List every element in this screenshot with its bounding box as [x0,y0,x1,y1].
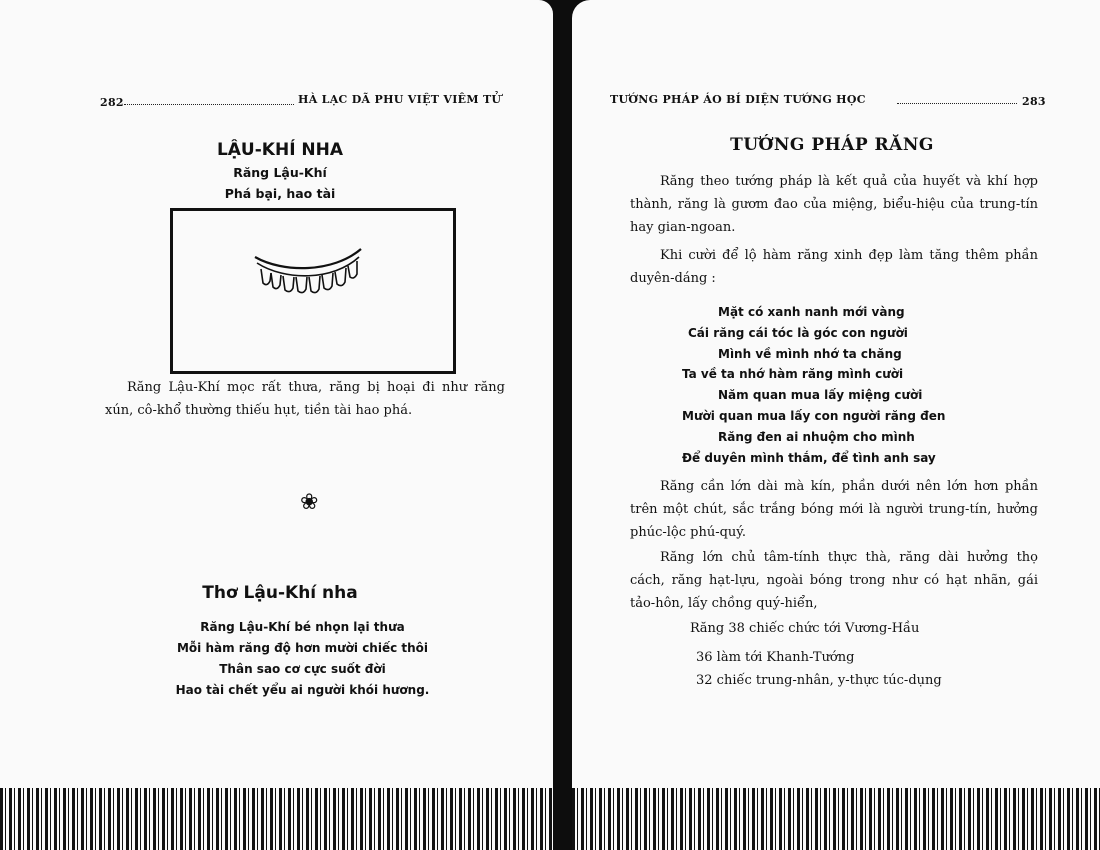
left-subtitle-2: Phá bại, hao tài [224,186,336,201]
verse-line: Mình về mình nhớ ta chăng [718,346,902,361]
right-page [572,0,1100,850]
scan-edge-stripes [572,788,1100,850]
scan-edge-stripes [0,788,553,850]
left-running-header: HÀ LẠC DÃ PHU VIỆT VIÊM TỬ [298,93,502,106]
verse-line: Răng đen ai nhuộm cho mình [718,429,915,444]
left-subtitle: Răng Lậu-Khí [233,165,327,180]
left-page-number: 282 [100,96,124,109]
right-paragraph-2: Khi cười để lộ hàm răng xinh đẹp làm tăng thêm phần duyên-dáng : [630,248,1038,286]
teeth-count-line-3: 32 chiếc trung-nhân, y-thực túc-dụng [696,673,942,688]
verse-line: Để duyên mình thắm, để tình anh say [682,450,936,465]
poem-line: Mỗi hàm răng độ hơn mười chiếc thôi [176,641,429,655]
left-title: LẬU-KHÍ NHA [216,140,344,160]
right-running-header: TƯỚNG PHÁP ÁO BÍ DIỆN TƯỚNG HỌC [610,93,866,106]
flower-ornament-icon: ❀ [300,490,319,515]
right-page-number: 283 [1022,95,1046,108]
verse-line: Mặt có xanh nanh mới vàng [718,305,905,319]
right-paragraph-1: Răng theo tướng pháp là kết quả của huyết và khí hợp thành, răng là gươm đao của miệng, biểu-hiệu của trung-tín hay gian-ngoan. [630,174,1038,235]
teeth-illustration-icon [173,211,447,365]
verse-line: Cái răng cái tóc là góc con người [688,325,908,340]
poem-line: Răng Lậu-Khí bé nhọn lại thưa [200,620,405,634]
teeth-count-line-2: 36 làm tới Khanh-Tướng [696,650,855,665]
left-header-rule [124,104,294,105]
right-header-rule [897,103,1017,104]
left-paragraph: Răng Lậu-Khí mọc rất thưa, răng bị hoại đi như răng xún, cô-khổ thường thiếu hụt, tiền tài hao phá. [105,380,505,418]
right-paragraph-3: Răng cần lớn dài mà kín, phần dưới nên lớn hơn phần trên một chút, sắc trắng bóng mới là người trung-tín, hưởng phúc-lộc phú-quý. [630,479,1038,540]
poem-title: Thơ Lậu-Khí nha [202,583,358,603]
teeth-illustration-box [170,208,456,374]
verse-block [682,302,1042,468]
verse-line: Năm quan mua lấy miệng cười [718,388,923,403]
teeth-count-line-1: Răng 38 chiếc chức tới Vương-Hầu [690,621,920,636]
poem [130,617,475,701]
verse-line: Mười quan mua lấy con người răng đen [682,408,946,423]
right-paragraph-4: Răng lớn chủ tâm-tính thực thà, răng dài hưởng thọ cách, răng hạt-lựu, ngoài bóng trong như có hạt nhãn, gái tảo-hôn, lấy chồng quý-hiển, [630,550,1038,611]
right-title: TƯỚNG PHÁP RĂNG [730,135,934,155]
poem-line: Thân sao cơ cực suốt đời [219,662,386,676]
verse-line: Ta về ta nhớ hàm răng mình cười [682,367,904,382]
poem-line: Hao tài chết yểu ai người khói hương. [175,683,430,697]
